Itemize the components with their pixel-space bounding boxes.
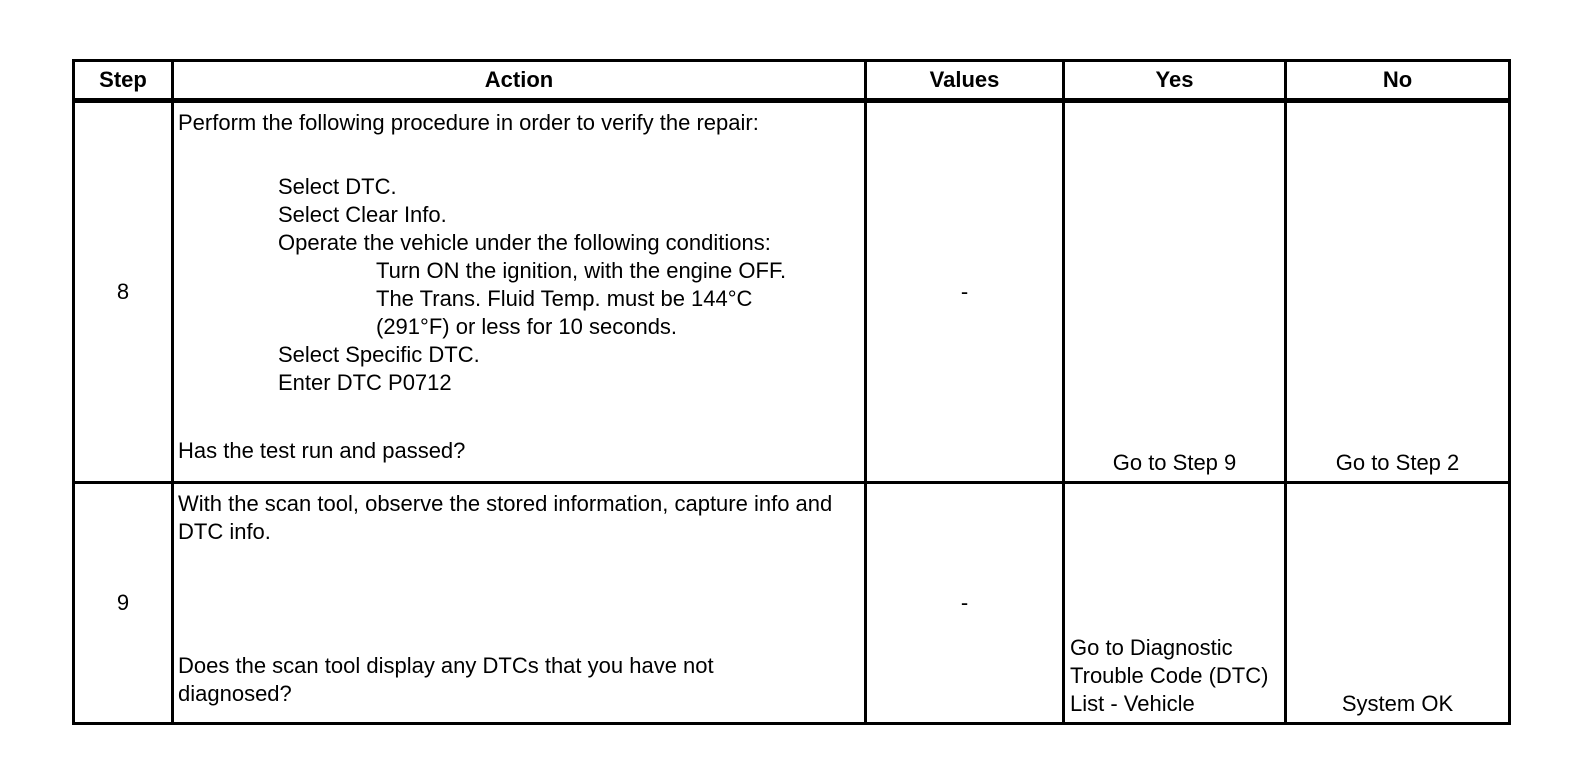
action-intro: With the scan tool, observe the stored information, capture info and DTC info. [178,491,833,544]
procedure-step: Operate the vehicle under the following conditions: [278,230,771,255]
procedure-condition: Turn ON the ignition, with the engine OFF. [376,258,787,283]
action-cell [173,483,866,724]
procedure-step: Select DTC. [278,174,397,199]
header-action: Action [173,61,866,101]
no-cell: System OK [1286,483,1510,724]
step-number: 9 [74,483,173,724]
yes-cell: Go to Step 9 [1064,101,1286,483]
procedure-step: Enter DTC P0712 [278,370,452,395]
values-cell: - [866,101,1064,483]
procedure-condition: The Trans. Fluid Temp. must be 144°C [376,286,753,311]
procedure-list [178,173,864,397]
procedure-step: Select Specific DTC. [278,342,480,367]
values-cell: - [866,483,1064,724]
no-cell: Go to Step 2 [1286,101,1510,483]
header-row [74,61,1510,101]
diagnostic-table [72,59,1511,725]
yes-cell-text: Go to Diagnostic Trouble Code (DTC) List - Vehicle [1070,635,1269,716]
action-cell [173,101,866,483]
action-question: Does the scan tool display any DTCs that you have not diagnosed? [178,653,714,706]
header-step: Step [74,61,173,101]
header-yes: Yes [1064,61,1286,101]
table-row-step-8 [74,101,1510,483]
yes-cell [1064,483,1286,724]
header-no: No [1286,61,1510,101]
action-intro: Perform the following procedure in order to verify the repair: [178,110,759,135]
procedure-step: Select Clear Info. [278,202,447,227]
header-values: Values [866,61,1064,101]
procedure-condition: (291°F) or less for 10 seconds. [376,314,678,339]
table-row-step-9 [74,483,1510,724]
action-question: Has the test run and passed? [178,438,466,463]
step-number: 8 [74,101,173,483]
